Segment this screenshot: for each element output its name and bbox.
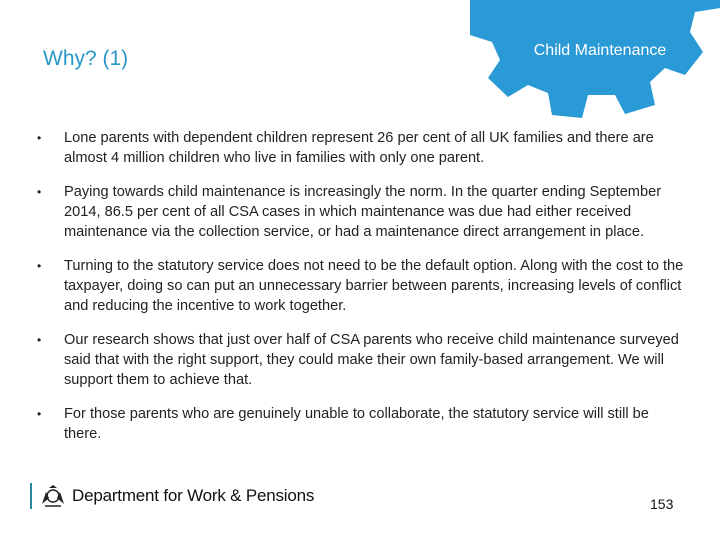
bullet-icon: • bbox=[37, 185, 42, 199]
bullet-icon: • bbox=[37, 131, 42, 145]
slide-title: Why? (1) bbox=[43, 47, 129, 70]
bullet-list bbox=[37, 128, 687, 458]
royal-crest-icon bbox=[40, 484, 66, 508]
logo-divider bbox=[30, 483, 32, 509]
bullet-item: • Paying towards child maintenance is increasingly the norm. In the quarter ending September 2014, 86.5 per cent of all CSA cases in which maintenance was due had either received maintenance via the collection service, or had a maintenance direct arrangement in place. bbox=[37, 184, 662, 240]
bullet-item: • Our research shows that just over half of CSA parents who receive child maintenance surveyed said that with the right support, they could make their own family-based arrangement. We will support them to achieve that. bbox=[37, 332, 679, 388]
bullet-item: • Lone parents with dependent children represent 26 per cent of all UK families and there are almost 4 million children who live in families with only one parent. bbox=[37, 130, 654, 166]
bullet-icon: • bbox=[37, 259, 42, 273]
gear-icon bbox=[470, 0, 720, 120]
bullet-icon: • bbox=[37, 333, 42, 347]
dwp-logo bbox=[30, 483, 314, 509]
section-label: Child Maintenance bbox=[533, 42, 667, 59]
bullet-item: • For those parents who are genuinely unable to collaborate, the statutory service will still be there. bbox=[37, 406, 649, 442]
page-number: 153 bbox=[650, 496, 674, 512]
bullet-icon: • bbox=[37, 407, 42, 421]
department-name: Department for Work & Pensions bbox=[72, 486, 315, 505]
bullet-item: • Turning to the statutory service does not need to be the default option. Along with the cost to the taxpayer, doing so can put an unnecessary barrier between parents, increasing levels of conflict and reducing the incentive to work together. bbox=[37, 258, 684, 314]
